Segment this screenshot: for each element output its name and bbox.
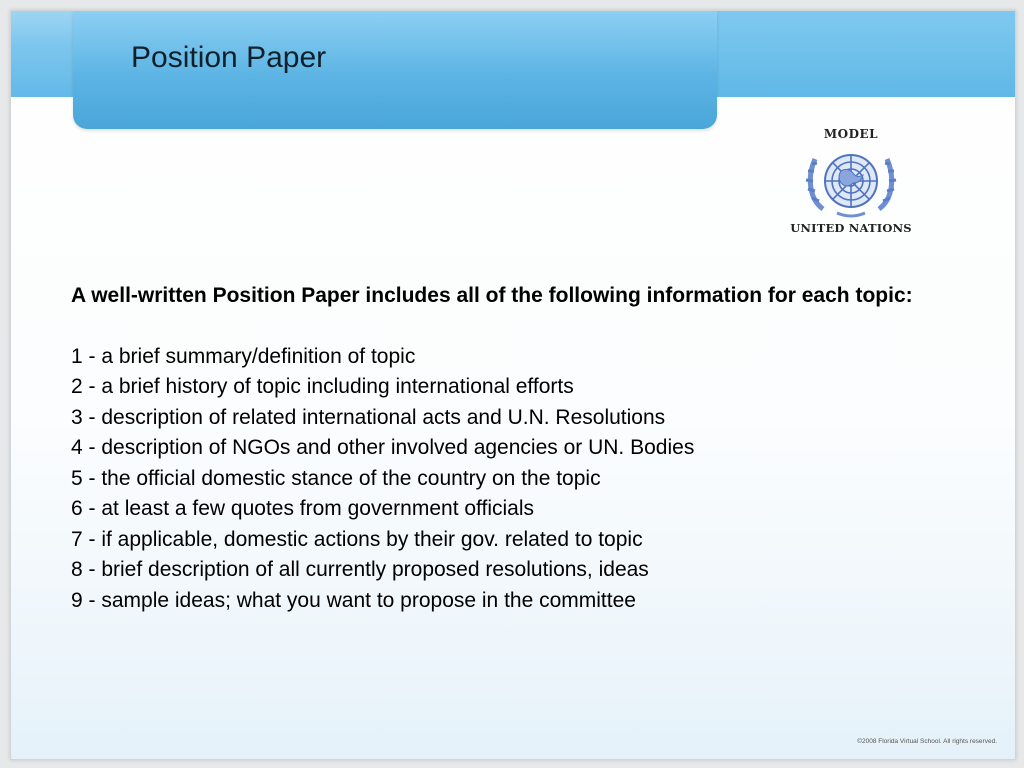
model-un-logo bbox=[775, 123, 927, 243]
un-emblem-icon bbox=[801, 141, 901, 221]
list-item: 6 - at least a few quotes from government officials bbox=[71, 497, 535, 520]
slide-body bbox=[71, 281, 971, 616]
logo-bottom-text: UNITED NATIONS bbox=[790, 221, 912, 235]
list-item: 8 - brief description of all currently proposed resolutions, ideas bbox=[71, 558, 649, 581]
list-item: 5 - the official domestic stance of the country on the topic bbox=[71, 466, 601, 490]
copyright-notice: ©2008 Florida Virtual School. All rights reserved. bbox=[857, 738, 997, 745]
slide bbox=[10, 10, 1016, 760]
list-item: 9 - sample ideas; what you want to propose in the committee bbox=[71, 588, 636, 612]
header-band-right bbox=[717, 11, 1015, 97]
list-item: 2 - a brief history of topic including international efforts bbox=[71, 375, 574, 398]
list-item: 7 - if applicable, domestic actions by their gov. related to topic bbox=[71, 527, 643, 551]
list-item: 4 - description of NGOs and other involved agencies or UN. Bodies bbox=[71, 436, 695, 459]
logo-top-text: MODEL bbox=[823, 127, 879, 141]
slide-title: Position Paper bbox=[131, 41, 327, 74]
list-item: 1 - a brief summary/definition of topic bbox=[71, 344, 416, 368]
intro-text: A well-written Position Paper includes all of the following information for each topic: bbox=[71, 284, 913, 307]
list-item: 3 - description of related international acts and U.N. Resolutions bbox=[71, 405, 666, 429]
